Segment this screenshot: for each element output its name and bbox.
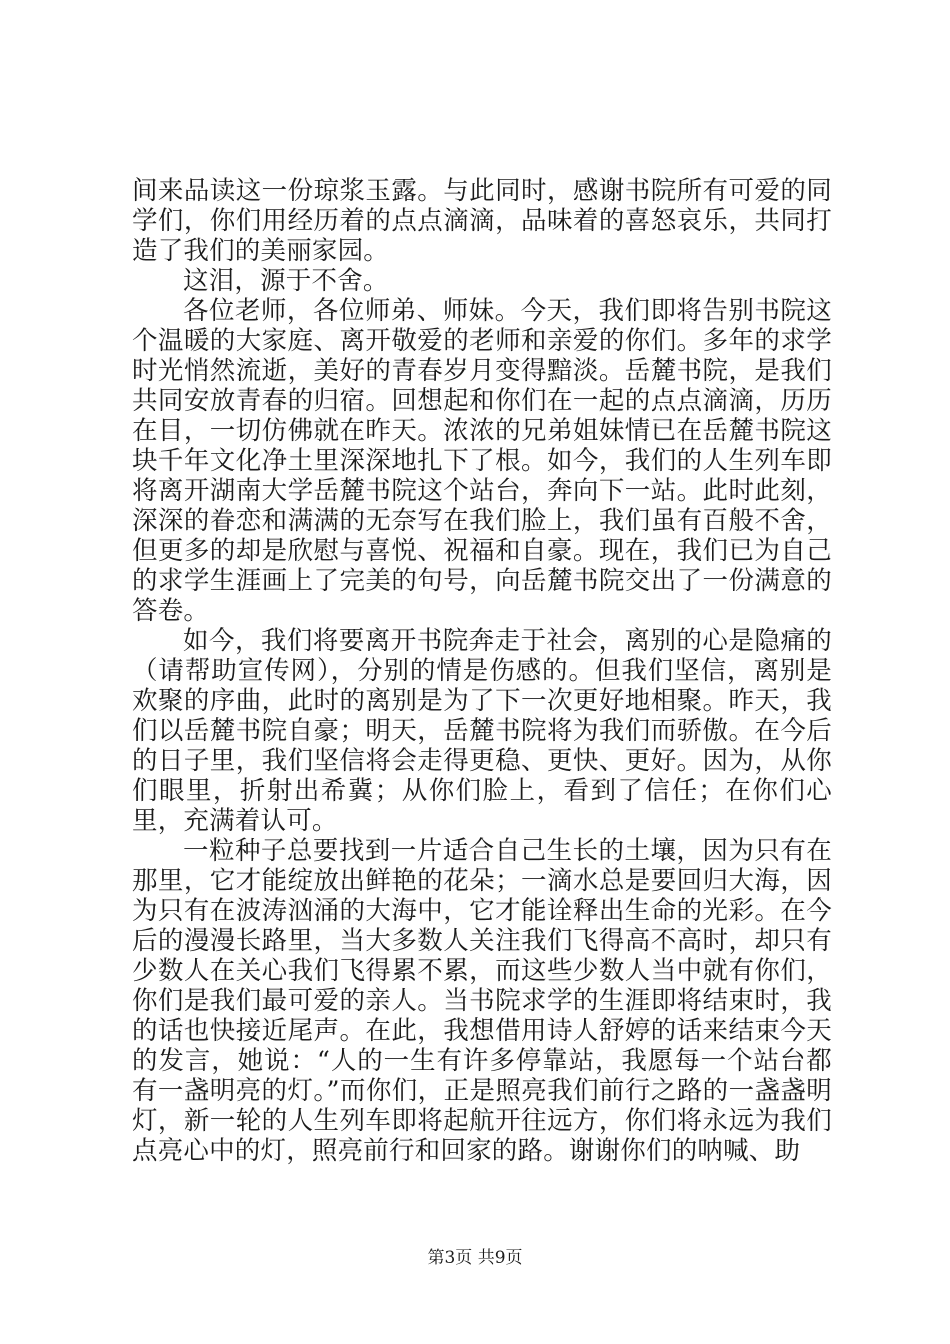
page-number-footer: 第3页 共9页 [427,1248,523,1268]
paragraph-tears: 这泪，源于不舍。 [183,266,389,296]
document-body [132,176,832,1166]
paragraph-farewell: 各位老师，各位师弟、师妹。今天，我们即将告别书院这个温暖的大家庭、离开敬爱的老师和亲爱的你们。多年的求学时光悄然流逝，美好的青春岁月变得黯淡。岳麓书院，是我们共同安放青春的归宿。回想起和你们在一起的点点滴滴，历历在目，一切仿佛就在昨天。浓浓的兄弟姐妹情已在岳麓书院这块千年文化净土里深深地扎下了根。如今，我们的人生列车即将离开湖南大学岳麓书院这个站台，奔向下一站。此时此刻，深深的眷恋和满满的无奈写在我们脸上，我们虽有百般不舍，但更多的却是欣慰与喜悦、祝福和自豪。现在，我们已为自己的求学生涯画上了完美的句号，向岳麓书院交出了一份满意的答卷。 [132,296,832,626]
paragraph-continuation: 间来品读这一份琼浆玉露。与此同时，感谢书院所有可爱的同学们，你们用经历着的点点滴滴，品味着的喜怒哀乐，共同打造了我们的美丽家园。 [132,176,832,266]
paragraph-society: 如今，我们将要离开书院奔走于社会，离别的心是隐痛的（请帮助宣传网），分别的情是伤感的。但我们坚信，离别是欢聚的序曲，此时的离别是为了下一次更好地相聚。昨天，我们以岳麓书院自豪；明天，岳麓书院将为我们而骄傲。在今后的日子里，我们坚信将会走得更稳、更快、更好。因为，从你们眼里，折射出希冀；从你们脸上，看到了信任；在你们心里，充满着认可。 [132,626,832,836]
paragraph-seed: 一粒种子总要找到一片适合自己生长的土壤，因为只有在那里，它才能绽放出鲜艳的花朵；一滴水总是要回归大海，因为只有在波涛汹涌的大海中，它才能诠释出生命的光彩。在今后的漫漫长路里，当大多数人关注我们飞得高不高时，却只有少数人在关心我们飞得累不累，而这些少数人当中就有你们，你们是我们最可爱的亲人。当书院求学的生涯即将结束时，我的话也快接近尾声。在此，我想借用诗人舒婷的话来结束今天的发言，她说：“人的一生有许多停靠站，我愿每一个站台都有一盏明亮的灯。”而你们，正是照亮我们前行之路的一盏盏明灯，新一轮的人生列车即将起航开往远方，你们将永远为我们点亮心中的灯，照亮前行和回家的路。谢谢你们的呐喊、助 [132,836,832,1166]
